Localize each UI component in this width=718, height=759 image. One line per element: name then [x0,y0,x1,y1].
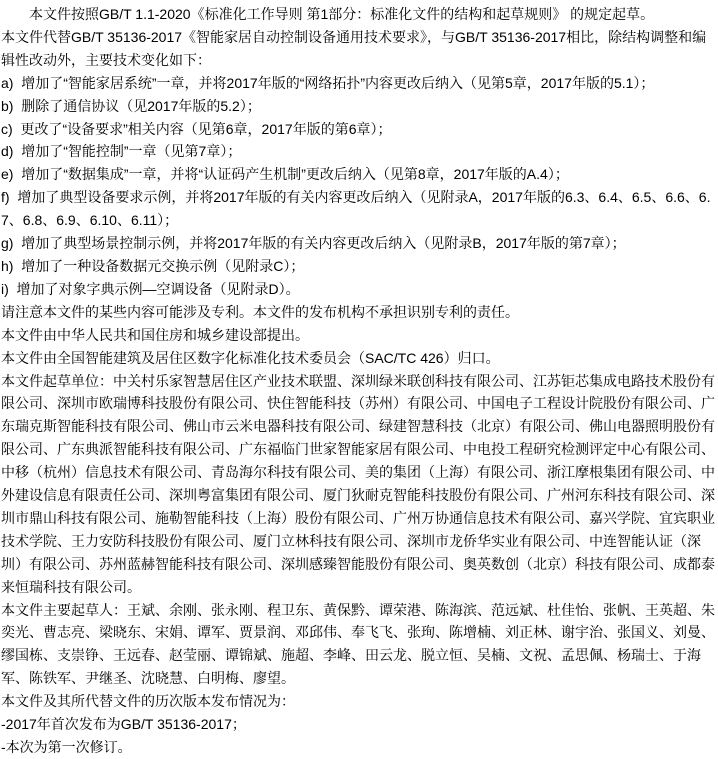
history-item-first-issue: -2017年首次发布为GB/T 35136-2017； [1,716,246,733]
drafting-rules-paragraph: 本文件按照GB/T 1.1-2020《标准化工作导则 第1部分：标准化文件的结构和起草规则》 的规定起草。 [29,6,655,22]
history-intro-line: 本文件及其所代替文件的历次版本发布情况为： [1,693,295,710]
change-item-d: d) 增加了“智能控制”一章（见第7章）； [1,143,242,160]
change-item-b: b) 删除了通信协议（见2017年版的5.2）； [1,97,261,114]
change-item-f: f) 增加了典型设备要求示例，并将2017年版的有关内容更改后纳入（见附录A，2017年版的6.3、6.4、6.5、6.6、6.7、6.8、6.9、6.10、6.11）； [1,189,711,229]
drafting-units-paragraph: 本文件起草单位：中关村乐家智慧居住区产业技术联盟、深圳绿米联创科技有限公司、江苏钜芯集成电路技术股份有限公司、深圳市欧瑞博科技股份有限公司、快住智能科技（苏州）有限公司、中国电子工程设计院股份有限公司、广东瑞克斯智能科技有限公司、佛山市云米电器科技有限公司、绿建智慧科技（北京）有限公司、佛山电器照明股份有限公司、广东典派智能科技有限公司、广东福临门世家智能家居有限公司、中电投工程研究检测评定中心有限公司、中移（杭州）信息技术有限公司、青岛海尔科技有限公司、美的集团（上海）有限公司、浙江摩根集团有限公司、中外建设信息有限责任公司、深圳粤富集团有限公司、厦门狄耐克智能科技股份有限公司、广州河东科技有限公司、深圳市鼎山科技有限公司、施勒智能科技（上海）股份有限公司、广州万协通信息技术有限公司、嘉兴学院、宜宾职业技术学院、王力安防科技股份有限公司、厦门立林科技有限公司、深圳市龙侨华实业有限公司、中连智能认证（深圳）有限公司、苏州蓝赫智能科技有限公司、深圳感臻智能股份有限公司、奥英数创（北京）科技有限公司、成都泰来恒瑞科技有限公司。 [1,372,715,595]
drafters-paragraph: 本文件主要起草人：王斌、余刚、张永刚、程卫东、黄保黔、谭荣港、陈海滨、范远斌、杜佳怡、张帆、王英超、朱奕光、曹志亮、梁晓东、宋娟、谭军、贾景润、邓邱伟、奉飞飞、张珣、陈增楠、刘正林、谢宇治、张国义、刘曼、缪国栋、支崇铮、王远春、赵莹丽、谭锦斌、施超、李峰、田云龙、脱立恒、吴楠、文祝、孟思佩、杨瑞士、于海军、陈铁军、尹继圣、沈晓慧、白明梅、廖望。 [1,601,715,687]
change-item-e: e) 增加了“数据集成”一章，并将“认证码产生机制”更改后纳入（见第8章，2017年版的A.4）； [1,166,569,183]
change-item-h: h) 增加了一种设备数据元交换示例（见附录C）； [1,257,305,274]
replacement-paragraph: 本文件代替GB/T 35136-2017《智能家居自动控制设备通用技术要求》，与GB/T 35136-2017相比，除结构调整和编辑性改动外，主要技术变化如下： [1,28,707,68]
change-item-g: g) 增加了典型场景控制示例，并将2017年版的有关内容更改后纳入（见附录B，2017年版的第7章）； [1,235,626,252]
history-item-revision: -本次为第一次修订。 [1,739,132,755]
proposer-line: 本文件由中华人民共和国住房和城乡建设部提出。 [1,326,309,343]
change-item-a: a) 增加了“智能家居系统”一章，并将2017年版的“网络拓扑”内容更改后纳入（见第5章，2017年版的5.1）； [1,74,655,91]
change-item-i: i) 增加了对象字典示例—空调设备（见附录D）。 [1,280,300,297]
patent-notice: 请注意本文件的某些内容可能涉及专利。本文件的发布机构不承担识别专利的责任。 [1,303,519,320]
change-item-c: c) 更改了“设备要求”相关内容（见第6章，2017年版的第6章）； [1,120,392,137]
committee-line: 本文件由全国智能建筑及居住区数字化标准化技术委员会（SAC/TC 426）归口。 [1,349,500,366]
